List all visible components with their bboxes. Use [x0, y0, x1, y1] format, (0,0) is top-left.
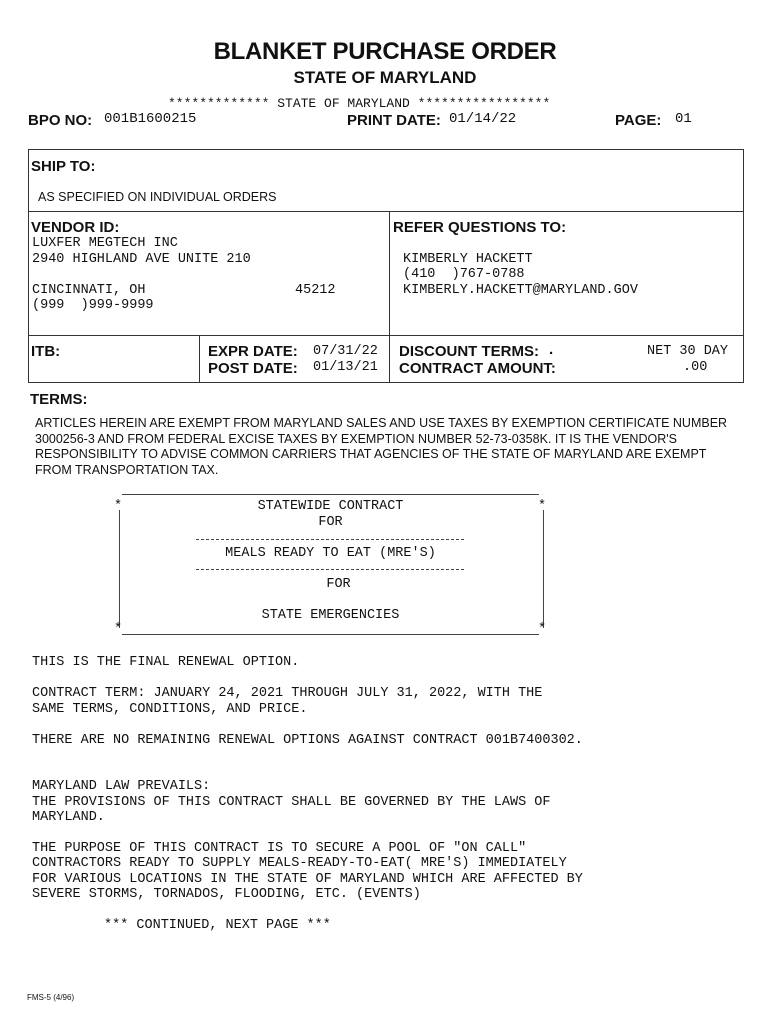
vendor-address: 2940 HIGHLAND AVE UNITE 210	[32, 252, 251, 267]
vendor-phone: (999 )999-9999	[32, 298, 154, 313]
bpo-value: 001B1600215	[104, 111, 197, 127]
contact-name: KIMBERLY HACKETT	[403, 252, 533, 267]
banner-line-4: FOR	[326, 577, 351, 592]
page-title: BLANKET PURCHASE ORDER	[213, 38, 557, 65]
page-number: 01	[675, 111, 692, 127]
ship-to-label: SHIP TO:	[31, 158, 96, 175]
purpose-line-1: THE PURPOSE OF THIS CONTRACT IS TO SECURE A POOL OF "ON CALL"	[32, 841, 527, 856]
banner-line-3: MEALS READY TO EAT (MRE'S)	[225, 546, 436, 561]
terms-text: ARTICLES HEREIN ARE EXEMPT FROM MARYLAND SALES AND USE TAXES BY EXEMPTION CERTIFICATE NUMBER 3000256-3 AND FROM FEDERAL EXCISE TAXES BY EXEMPTION NUMBER 52-73-0358K. IT IS THE VENDOR'S RESPONSIBILITY TO ADVISE COMMON CARRIERS THAT AGENCIES OF THE STATE OF MARYLAND ARE EXEMPT FROM TRANSPORTATION TAX.	[35, 416, 728, 477]
law-prevails-line-3: MARYLAND.	[32, 810, 105, 825]
vendor-id-label: VENDOR ID:	[31, 219, 120, 236]
contract-amount-label: CONTRACT AMOUNT:	[399, 360, 556, 377]
vendor-name: LUXFER MEGTECH INC	[32, 236, 178, 251]
renewal-options-text: THERE ARE NO REMAINING RENEWAL OPTIONS AGAINST CONTRACT 001B7400302.	[32, 733, 583, 748]
divider	[28, 211, 743, 212]
law-prevails-line-1: MARYLAND LAW PREVAILS:	[32, 779, 211, 794]
final-renewal-text: THIS IS THE FINAL RENEWAL OPTION.	[32, 655, 300, 670]
page-label: PAGE:	[615, 112, 662, 129]
banner-line-2: FOR	[318, 515, 343, 530]
refer-questions-label: REFER QUESTIONS TO:	[393, 219, 567, 236]
post-date-label: POST DATE:	[208, 360, 298, 377]
bpo-label: BPO NO:	[28, 112, 93, 129]
form-id: FMS-5 (4/96)	[27, 993, 75, 1002]
banner-line-5: STATE EMERGENCIES	[261, 608, 400, 623]
divider	[28, 335, 743, 336]
expr-date-value: 07/31/22	[313, 344, 378, 359]
post-date-value: 01/13/21	[313, 360, 378, 375]
contract-amount-value: .00	[683, 360, 708, 375]
continued-notice: *** CONTINUED, NEXT PAGE ***	[104, 918, 331, 933]
itb-label: ITB:	[31, 343, 61, 360]
vendor-zip: 45212	[295, 283, 336, 298]
print-date-label: PRINT DATE:	[347, 112, 441, 129]
contract-term-line-2: SAME TERMS, CONDITIONS, AND PRICE.	[32, 702, 308, 717]
expr-date-label: EXPR DATE:	[208, 343, 298, 360]
terms-label: TERMS:	[30, 391, 88, 408]
purpose-line-3: FOR VARIOUS LOCATIONS IN THE STATE OF MARYLAND WHICH ARE AFFECTED BY	[32, 872, 583, 887]
banner-line-1: STATEWIDE CONTRACT	[257, 499, 404, 514]
divider	[199, 335, 200, 382]
divider	[389, 211, 390, 382]
law-prevails-line-2: THE PROVISIONS OF THIS CONTRACT SHALL BE GOVERNED BY THE LAWS OF	[32, 795, 551, 810]
contact-phone: (410 )767-0788	[403, 267, 525, 282]
purpose-line-4: SEVERE STORMS, TORNADOS, FLOODING, ETC. (EVENTS)	[32, 887, 421, 902]
print-date-value: 01/14/22	[449, 111, 517, 127]
stars-line: ************* STATE OF MARYLAND *****************	[168, 96, 551, 111]
discount-terms-value: NET 30 DAY	[647, 344, 729, 359]
contact-email: KIMBERLY.HACKETT@MARYLAND.GOV	[403, 283, 638, 298]
page-subtitle: STATE OF MARYLAND	[293, 68, 477, 87]
discount-terms-dot: .	[549, 341, 554, 358]
ship-to-value: AS SPECIFIED ON INDIVIDUAL ORDERS	[38, 190, 277, 204]
discount-terms-label: DISCOUNT TERMS:	[399, 343, 539, 360]
contract-term-line-1: CONTRACT TERM: JANUARY 24, 2021 THROUGH JULY 31, 2022, WITH THE	[32, 686, 543, 701]
vendor-city: CINCINNATI, OH	[32, 283, 146, 298]
purpose-line-2: CONTRACTORS READY TO SUPPLY MEALS-READY-TO-EAT( MRE'S) IMMEDIATELY	[32, 856, 567, 871]
